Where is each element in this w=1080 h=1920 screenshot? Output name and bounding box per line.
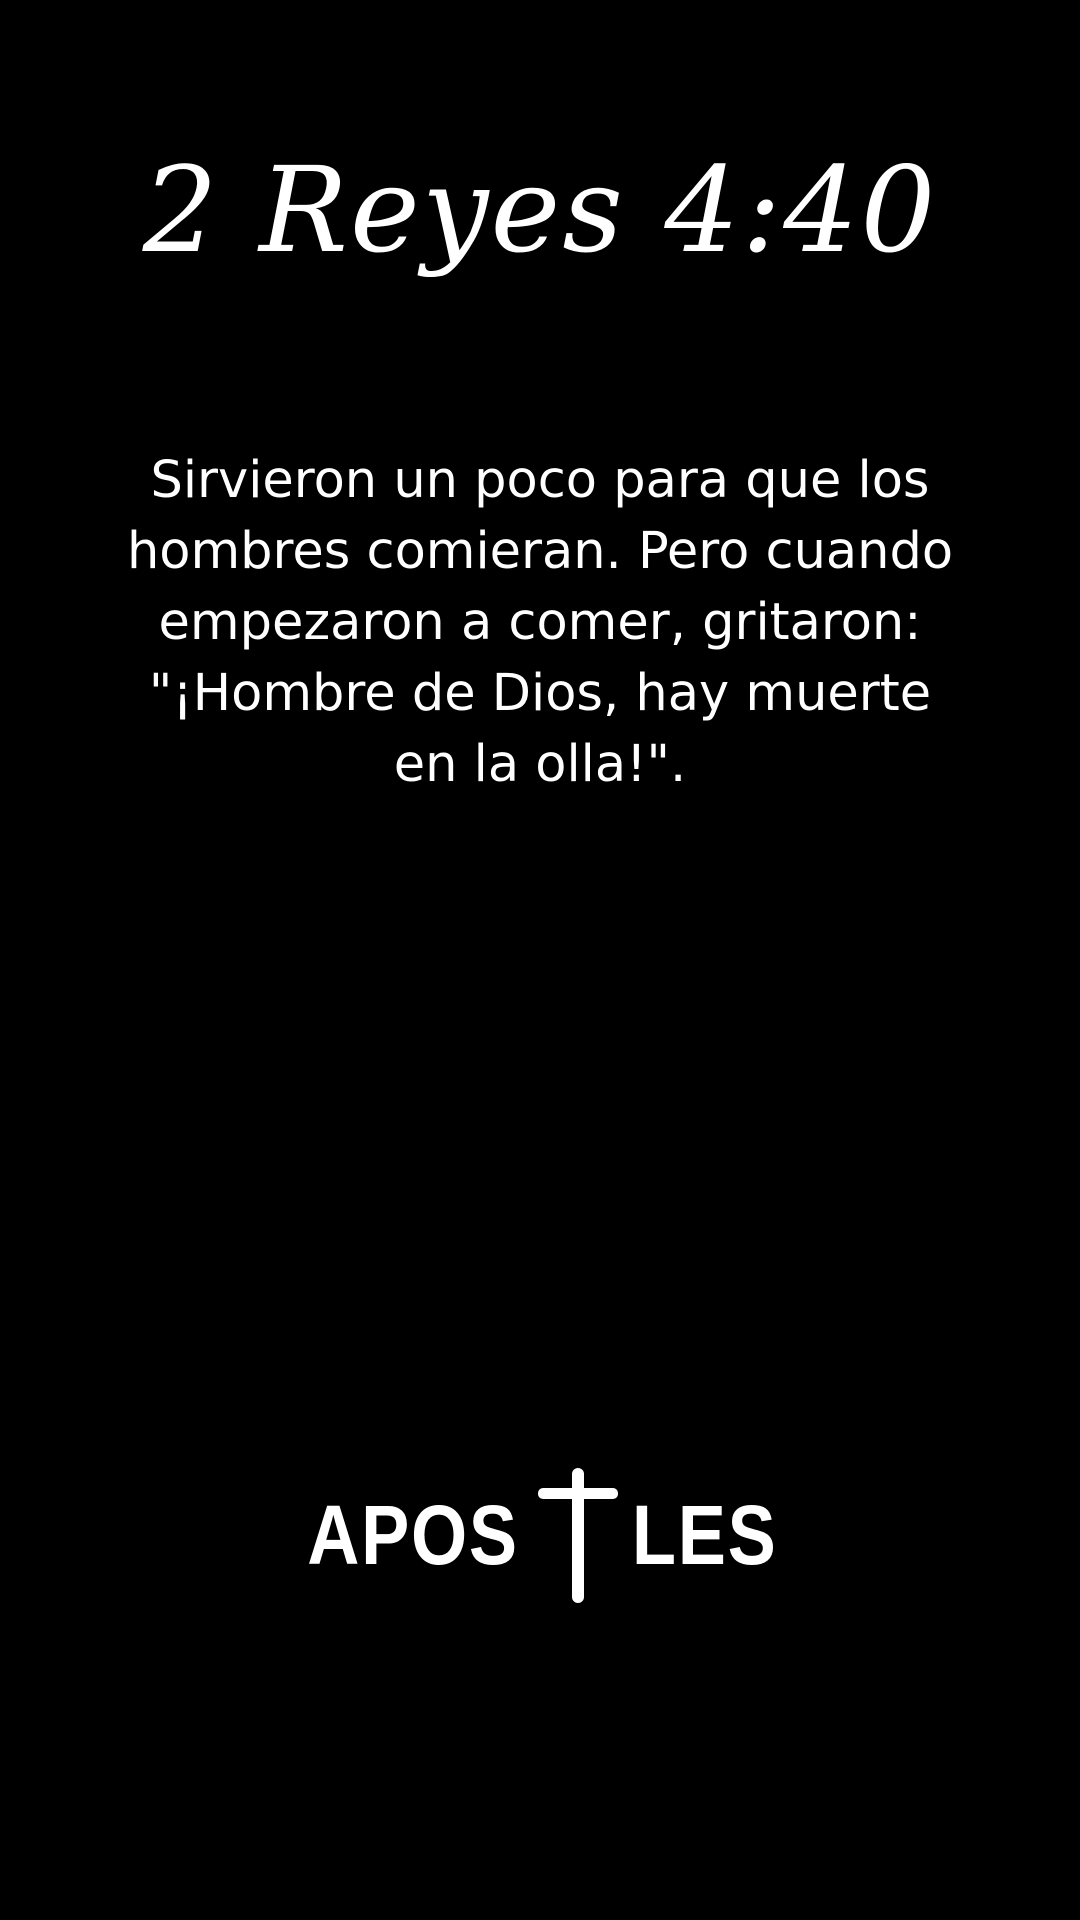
verse-reference: 2 Reyes 4:40 bbox=[142, 141, 938, 279]
cross-icon bbox=[538, 1468, 618, 1603]
logo-text-left: APOS bbox=[307, 1488, 520, 1582]
logo-text-right: LES bbox=[632, 1488, 778, 1582]
verse-text: Sirvieron un poco para que los hombres comieran. Pero cuando empezaron a comer, gritaron: "¡Hombre de Dios, hay muerte en la olla!". bbox=[126, 451, 954, 794]
apostles-logo bbox=[0, 1465, 1080, 1605]
